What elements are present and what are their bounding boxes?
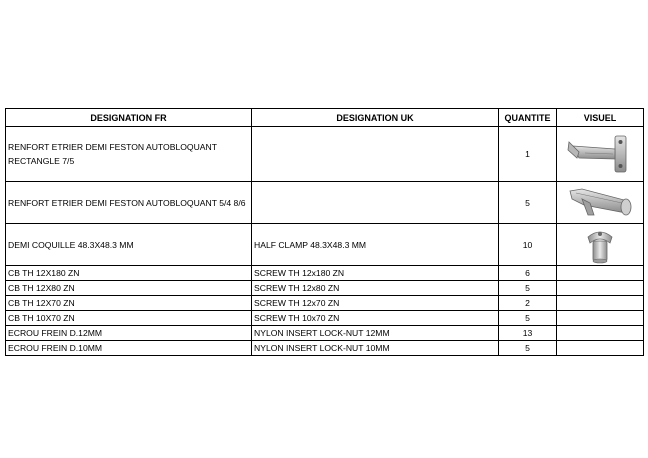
cell-visuel	[557, 326, 644, 341]
cell-quantite: 13	[499, 326, 557, 341]
table-row	[6, 311, 644, 326]
bracket-rectangle-icon	[565, 132, 635, 176]
cell-quantite: 6	[499, 266, 557, 281]
cell-visuel	[557, 266, 644, 281]
cell-designation-uk: HALF CLAMP 48.3X48.3 MM	[252, 224, 499, 266]
bracket-angled-icon	[564, 185, 636, 221]
cell-visuel	[557, 341, 644, 356]
table-row	[6, 127, 644, 182]
cell-visuel	[557, 224, 644, 266]
cell-visuel	[557, 182, 644, 224]
cell-quantite: 10	[499, 224, 557, 266]
table-row	[6, 296, 644, 311]
cell-designation-uk: NYLON INSERT LOCK-NUT 12MM	[252, 326, 499, 341]
cell-designation-uk: SCREW TH 12x80 ZN	[252, 281, 499, 296]
half-clamp-icon	[580, 225, 620, 265]
header-quantite: QUANTITE	[499, 109, 557, 127]
table-row	[6, 326, 644, 341]
cell-designation-uk	[252, 127, 499, 182]
cell-visuel	[557, 127, 644, 182]
header-designation-uk: DESIGNATION UK	[252, 109, 499, 127]
cell-designation-fr: CB TH 10X70 ZN	[6, 311, 252, 326]
header-designation-fr: DESIGNATION FR	[6, 109, 252, 127]
table-row	[6, 266, 644, 281]
cell-designation-uk: SCREW TH 12x180 ZN	[252, 266, 499, 281]
cell-designation-fr: CB TH 12X180 ZN	[6, 266, 252, 281]
table-row	[6, 182, 644, 224]
cell-visuel	[557, 281, 644, 296]
cell-designation-fr: RENFORT ETRIER DEMI FESTON AUTOBLOQUANT RECTANGLE 7/5	[6, 127, 252, 182]
cell-designation-fr: DEMI COQUILLE 48.3X48.3 MM	[6, 224, 252, 266]
cell-quantite: 5	[499, 281, 557, 296]
cell-quantite: 5	[499, 341, 557, 356]
table-row	[6, 281, 644, 296]
cell-designation-fr: CB TH 12X80 ZN	[6, 281, 252, 296]
cell-quantite: 5	[499, 182, 557, 224]
cell-designation-fr: CB TH 12X70 ZN	[6, 296, 252, 311]
cell-quantite: 2	[499, 296, 557, 311]
table-row	[6, 341, 644, 356]
parts-table	[5, 108, 644, 356]
cell-designation-uk: SCREW TH 12x70 ZN	[252, 296, 499, 311]
header-visuel: VISUEL	[557, 109, 644, 127]
cell-designation-uk: SCREW TH 10x70 ZN	[252, 311, 499, 326]
cell-quantite: 5	[499, 311, 557, 326]
cell-designation-fr: RENFORT ETRIER DEMI FESTON AUTOBLOQUANT 5/4 8/6	[6, 182, 252, 224]
cell-visuel	[557, 311, 644, 326]
cell-designation-uk	[252, 182, 499, 224]
table-header-row	[6, 109, 644, 127]
cell-quantite: 1	[499, 127, 557, 182]
table-row	[6, 224, 644, 266]
cell-designation-uk: NYLON INSERT LOCK-NUT 10MM	[252, 341, 499, 356]
cell-visuel	[557, 296, 644, 311]
cell-designation-fr: ECROU FREIN D.10MM	[6, 341, 252, 356]
cell-designation-fr: ECROU FREIN D.12MM	[6, 326, 252, 341]
